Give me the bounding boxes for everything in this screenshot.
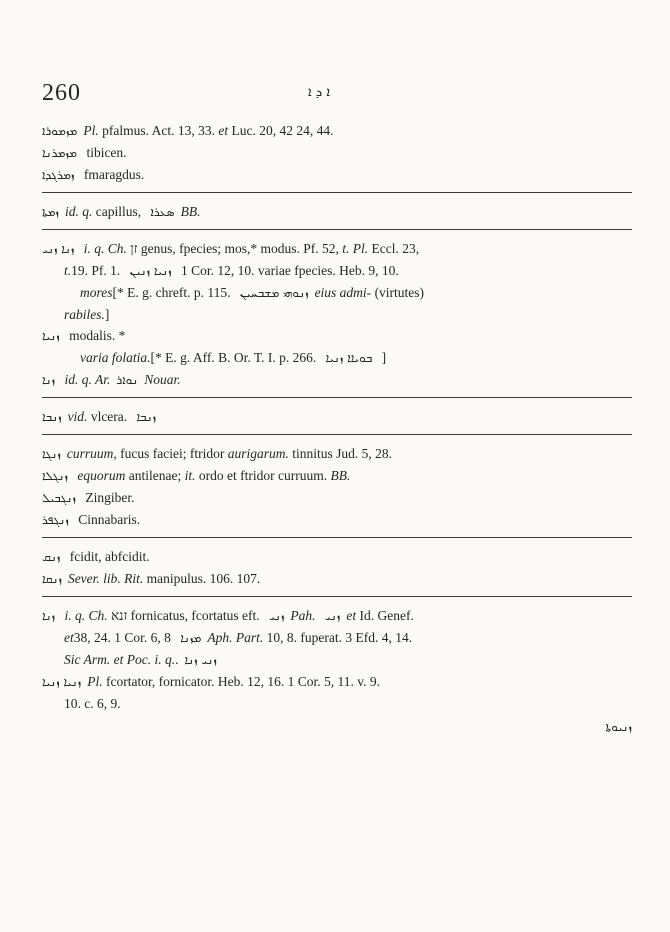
- entry-text: 10. c. 6, 9.: [64, 696, 121, 711]
- entry-continuation: [42, 304, 632, 325]
- entry-text: fcortator, fornicator. Heb. 12, 16. 1 Cor. 5, 11.: [102, 674, 358, 689]
- italic-text: aurigarum.: [227, 446, 289, 461]
- syriac-headword: ܣܥܪܐ: [150, 205, 175, 219]
- dictionary-note: [42, 282, 632, 304]
- syriac-headword: ܙܢܓܦܪ: [42, 513, 69, 527]
- dictionary-entry: [42, 443, 632, 465]
- syriac-headword: ܙܢܝܐ ܙܢܝܢ: [129, 264, 172, 278]
- entry-text: Eccl. 23,: [368, 241, 420, 256]
- syriac-headword: ܙܢܝ ܙܢܐ: [184, 653, 217, 667]
- syriac-headword: ܒܘܝܐܐ ܙܢܝܐ: [325, 351, 373, 365]
- section-divider: [42, 192, 632, 193]
- entry-text: 1 Cor. 12, 10.: [177, 263, 258, 278]
- italic-text: it.: [184, 468, 196, 483]
- italic-text: Pah.: [290, 608, 316, 623]
- italic-text: Aph. Part.: [207, 630, 264, 645]
- syriac-headword: ܙܢܐ ܙܢܝ: [42, 242, 75, 256]
- section-divider: [42, 434, 632, 435]
- entry-text: manipulus.: [143, 571, 210, 586]
- entry-continuation: [42, 649, 632, 671]
- dictionary-entry: [42, 238, 632, 260]
- italic-text: BB.: [330, 468, 351, 483]
- entry-text: [* E. g. chreft. p. 115.: [112, 285, 234, 300]
- page-header: [40, 80, 630, 110]
- syriac-headword: ܢܘܐܪ: [116, 373, 139, 387]
- syriac-headword: ܙܢܝ: [324, 609, 341, 623]
- entry-text: fcidit, abfcidit.: [66, 549, 150, 564]
- italic-text: id. q.: [65, 204, 93, 219]
- entry-text: זן genus, fpecies; mos,* modus. Pf. 52,: [126, 241, 343, 256]
- syriac-headword: ܙܢܐ: [42, 373, 56, 387]
- entry-text: modalis. *: [65, 328, 126, 343]
- entry-text: pfalmus. Act. 13, 33.: [98, 123, 219, 138]
- entry-text: ordo et ftridor curruum.: [195, 468, 331, 483]
- section-divider: [42, 537, 632, 538]
- dictionary-entry: [42, 465, 632, 487]
- italic-text: BB.: [180, 204, 201, 219]
- italic-text: id. q. Ar.: [61, 372, 111, 387]
- dictionary-entry: [42, 487, 632, 509]
- entry-text: 19. Pf. 1.: [71, 263, 124, 278]
- entry-text: 10, 8.: [263, 630, 301, 645]
- entry-text: fuperat. 3 Efd. 4, 14.: [300, 630, 413, 645]
- entry-text: tibicen.: [83, 145, 127, 160]
- entry-continuation: [42, 627, 632, 649]
- syriac-headword: ܡܙܢܐ: [180, 631, 202, 645]
- dictionary-entry: [42, 201, 632, 223]
- dictionary-entry: [42, 568, 632, 590]
- italic-text: equorum: [74, 468, 126, 483]
- entry-text: [316, 608, 319, 623]
- italic-text: t.: [64, 263, 72, 278]
- entry-text: (virtutes): [374, 285, 425, 300]
- italic-text: Pl.: [87, 674, 103, 689]
- dictionary-entry: [42, 369, 632, 391]
- entry-text: 106. 107.: [209, 571, 261, 586]
- italic-text: mores: [80, 285, 113, 300]
- page-number: 260: [42, 80, 81, 106]
- syriac-headword: ܙܡܪܓܕܐ: [42, 168, 75, 182]
- italic-text: i. q. Ch.: [80, 241, 127, 256]
- entry-text: antilenae;: [125, 468, 185, 483]
- italic-text: et: [346, 608, 357, 623]
- syriac-headword: ܙܢܐ: [42, 609, 56, 623]
- dictionary-note: [42, 347, 632, 369]
- syriac-headword: ܡܙܡܪܢܐ: [42, 146, 78, 160]
- italic-text: Sic Arm. et Poc. i. q.: [64, 652, 176, 667]
- syriac-headword: ܙܢܘܗܝ ܡܫܒܚܝܢ: [239, 286, 309, 300]
- italic-text: Pl.: [352, 241, 369, 256]
- dictionary-entry: [42, 142, 632, 164]
- entry-text: fucus faciei; ftridor: [116, 446, 228, 461]
- entry-text: Zingiber.: [81, 490, 135, 505]
- entry-text: Luc. 20, 42: [228, 123, 297, 138]
- entry-text: 38, 24. 1 Cor. 6, 8: [73, 630, 175, 645]
- italic-text: rabiles.: [64, 307, 105, 322]
- italic-text: vid.: [67, 409, 88, 424]
- running-head: ܐ ܕ ܐ: [308, 85, 330, 100]
- italic-text: varia folatia.: [80, 350, 151, 365]
- syriac-headword: ܙܢܒܐ: [42, 410, 62, 424]
- entry-text: v. 9.: [357, 674, 380, 689]
- syriac-headword: ܙܢܝܐ ܙܢܝܐ: [42, 675, 82, 689]
- entry-text: .: [175, 652, 179, 667]
- italic-text: Pl.: [83, 123, 99, 138]
- syriac-headword: ܙܢܩܐ: [42, 572, 62, 586]
- italic-text: i. q. Ch.: [61, 608, 108, 623]
- entry-text: זנא fornicatus, fcortatus eft.: [107, 608, 263, 623]
- dictionary-entry: [42, 406, 632, 428]
- entry-text: [* E. g. Aff. B. Or. T. I. p. 266.: [150, 350, 320, 365]
- dictionary-entry: [42, 605, 632, 627]
- italic-text: et: [218, 123, 229, 138]
- italic-text: eius admi-: [314, 285, 372, 300]
- entry-text: fmaragdus.: [80, 167, 145, 182]
- catchword: ܙܢܝܘܬܐ: [605, 720, 632, 734]
- italic-text: Nouar.: [144, 372, 181, 387]
- syriac-headword: ܙܢܒܐ: [136, 410, 157, 424]
- section-divider: [42, 397, 632, 398]
- syriac-headword: ܙܢܝ: [268, 609, 285, 623]
- dictionary-entry: [42, 509, 632, 531]
- section-divider: [42, 596, 632, 597]
- entry-continuation: [42, 260, 632, 282]
- entry-text: Id. Genef.: [359, 608, 414, 623]
- entry-continuation: [42, 693, 632, 714]
- syriac-headword: ܡܙܡܘܪܐ: [42, 124, 78, 138]
- syriac-headword: ܙܢܩ: [42, 550, 61, 564]
- syriac-headword: ܙܢܓܠܐ: [42, 469, 68, 483]
- section-divider: [42, 229, 632, 230]
- entry-text: ]: [381, 350, 387, 365]
- syriac-headword: ܙܢܓܒܝܠ: [42, 491, 76, 505]
- entry-text: ]: [104, 307, 110, 322]
- dictionary-entry: [42, 164, 632, 186]
- dictionary-content: [42, 120, 632, 735]
- italic-text: et: [64, 630, 74, 645]
- entry-text: tinnitus: [288, 446, 337, 461]
- italic-text: Sever. lib. Rit.: [67, 571, 144, 586]
- italic-text: curruum,: [66, 446, 117, 461]
- dictionary-entry: [42, 325, 632, 347]
- entry-text: capillus,: [92, 204, 145, 219]
- entry-text: 24, 44.: [296, 123, 334, 138]
- dictionary-entry: [42, 120, 632, 142]
- entry-text: vlcera.: [87, 409, 131, 424]
- dictionary-entry: [42, 671, 632, 693]
- syriac-headword: ܙܢܓܐ: [42, 447, 61, 461]
- entry-text: Cinnabaris.: [74, 512, 141, 527]
- entry-text: variae fpecies. Heb. 9, 10.: [257, 263, 399, 278]
- syriac-headword: ܙܢܝܐ: [42, 329, 60, 343]
- dictionary-entry: [42, 546, 632, 568]
- syriac-headword: ܙܡܬܐ: [42, 205, 59, 219]
- entry-text: Jud. 5, 28.: [336, 446, 393, 461]
- italic-text: t.: [342, 241, 350, 256]
